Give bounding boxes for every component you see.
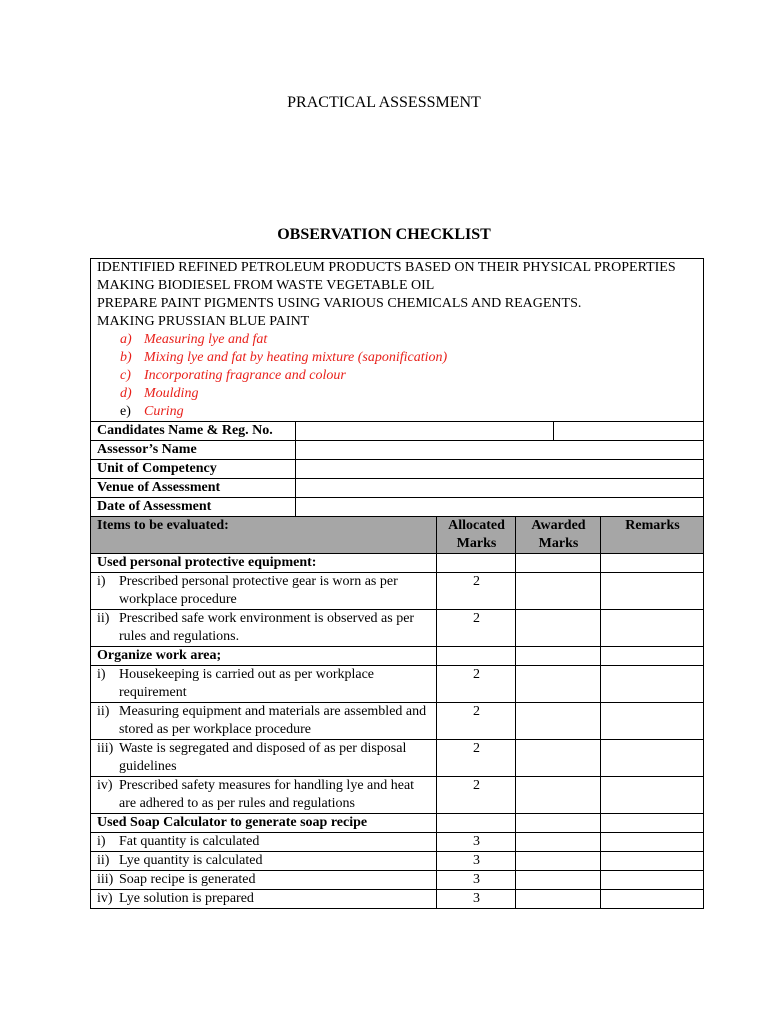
remarks-cell[interactable] (601, 573, 704, 610)
venue-label: Venue of Assessment (91, 479, 296, 498)
task-step: a) Measuring lye and fat (120, 332, 268, 347)
task-step: c) Incorporating fragrance and colour (120, 368, 346, 383)
items-header: Items to be evaluated: (91, 517, 437, 554)
assessor-row (91, 441, 704, 460)
assessor-label: Assessor’s Name (91, 441, 296, 460)
table-row (91, 573, 704, 610)
task-step: e) Curing (120, 404, 184, 419)
allocated-marks: 3 (437, 852, 516, 871)
allocated-marks: 3 (437, 890, 516, 909)
table-row (91, 740, 704, 777)
table-row (91, 666, 704, 703)
item-number: ii) (97, 853, 110, 868)
allocated-marks: 2 (437, 777, 516, 814)
remarks-header: Remarks (601, 517, 704, 554)
table-row (91, 777, 704, 814)
table-row (91, 610, 704, 647)
checklist-title: OBSERVATION CHECKLIST (277, 226, 491, 243)
venue-row (91, 479, 704, 498)
venue-field[interactable] (296, 479, 704, 498)
table-row (91, 852, 704, 871)
task-step: b) Mixing lye and fat by heating mixture (saponification) (120, 350, 448, 365)
remarks-cell[interactable] (601, 703, 704, 740)
item-number: iv) (97, 891, 113, 906)
item-text: Soap recipe is generated (119, 872, 256, 887)
candidate-name-field[interactable] (296, 422, 554, 441)
section-title: Used personal protective equipment: (91, 554, 437, 573)
date-field[interactable] (296, 498, 704, 517)
section-row (91, 814, 704, 833)
item-number: iii) (97, 741, 114, 756)
allocated-marks: 2 (437, 703, 516, 740)
item-number: i) (97, 667, 106, 682)
remarks-cell[interactable] (601, 871, 704, 890)
candidate-reg-field[interactable] (554, 422, 704, 441)
item-number: i) (97, 834, 106, 849)
allocated-marks: 2 (437, 610, 516, 647)
page-title: PRACTICAL ASSESSMENT (287, 94, 481, 111)
allocated-marks: 3 (437, 871, 516, 890)
awarded-marks-cell[interactable] (516, 852, 601, 871)
awarded-marks-cell[interactable] (516, 610, 601, 647)
remarks-cell[interactable] (601, 833, 704, 852)
awarded-marks-cell[interactable] (516, 703, 601, 740)
item-text: Housekeeping is carried out as per workplace requirement (119, 667, 375, 700)
unit-field[interactable] (296, 460, 704, 479)
intro-line: MAKING BIODIESEL FROM WASTE VEGETABLE OIL (97, 278, 435, 293)
item-number: i) (97, 574, 106, 589)
item-text: Waste is segregated and disposed of as per disposal guidelines (119, 741, 407, 774)
table-row (91, 871, 704, 890)
section-title: Used Soap Calculator to generate soap recipe (91, 814, 437, 833)
section-row (91, 647, 704, 666)
unit-label: Unit of Competency (91, 460, 296, 479)
task-steps-list (97, 331, 698, 421)
remarks-cell[interactable] (601, 777, 704, 814)
intro-line: PREPARE PAINT PIGMENTS USING VARIOUS CHEMICALS AND REAGENTS. (97, 296, 582, 311)
table-row (91, 833, 704, 852)
item-text: Prescribed safe work environment is observed as per rules and regulations. (119, 611, 415, 644)
remarks-cell[interactable] (601, 740, 704, 777)
allocated-marks: 3 (437, 833, 516, 852)
candidate-label: Candidates Name & Reg. No. (91, 422, 296, 441)
item-number: ii) (97, 611, 110, 626)
remarks-cell[interactable] (601, 666, 704, 703)
awarded-marks-cell[interactable] (516, 890, 601, 909)
table-row (91, 703, 704, 740)
allocated-marks: 2 (437, 573, 516, 610)
remarks-cell[interactable] (601, 852, 704, 871)
candidate-row (91, 422, 704, 441)
allocated-marks: 2 (437, 740, 516, 777)
section-title: Organize work area; (91, 647, 437, 666)
item-text: Prescribed personal protective gear is worn as per workplace procedure (119, 574, 398, 607)
item-text: Prescribed safety measures for handling lye and heat are adhered to as per rules and regulations (119, 778, 415, 811)
assessor-field[interactable] (296, 441, 704, 460)
awarded-marks-cell[interactable] (516, 666, 601, 703)
item-text: Lye solution is prepared (119, 891, 254, 906)
item-text: Fat quantity is calculated (119, 834, 260, 849)
item-text: Measuring equipment and materials are assembled and stored as per workplace procedure (119, 704, 427, 737)
observation-checklist-table (90, 258, 704, 909)
remarks-cell[interactable] (601, 890, 704, 909)
awarded-marks-cell[interactable] (516, 777, 601, 814)
intro-row (91, 259, 704, 422)
allocated-marks-header: Allocated Marks (437, 517, 516, 554)
remarks-cell[interactable] (601, 610, 704, 647)
awarded-marks-cell[interactable] (516, 573, 601, 610)
item-number: ii) (97, 704, 110, 719)
unit-row (91, 460, 704, 479)
awarded-marks-cell[interactable] (516, 833, 601, 852)
table-header-row (91, 517, 704, 554)
awarded-marks-header: Awarded Marks (516, 517, 601, 554)
date-row (91, 498, 704, 517)
section-row (91, 554, 704, 573)
intro-line: MAKING PRUSSIAN BLUE PAINT (97, 314, 310, 329)
awarded-marks-cell[interactable] (516, 871, 601, 890)
item-text: Lye quantity is calculated (119, 853, 263, 868)
table-row (91, 890, 704, 909)
awarded-marks-cell[interactable] (516, 740, 601, 777)
item-number: iv) (97, 778, 113, 793)
item-number: iii) (97, 872, 114, 887)
date-label: Date of Assessment (91, 498, 296, 517)
task-step: d) Moulding (120, 386, 199, 401)
intro-line: IDENTIFIED REFINED PETROLEUM PRODUCTS BASED ON THEIR PHYSICAL PROPERTIES (97, 260, 676, 275)
allocated-marks: 2 (437, 666, 516, 703)
